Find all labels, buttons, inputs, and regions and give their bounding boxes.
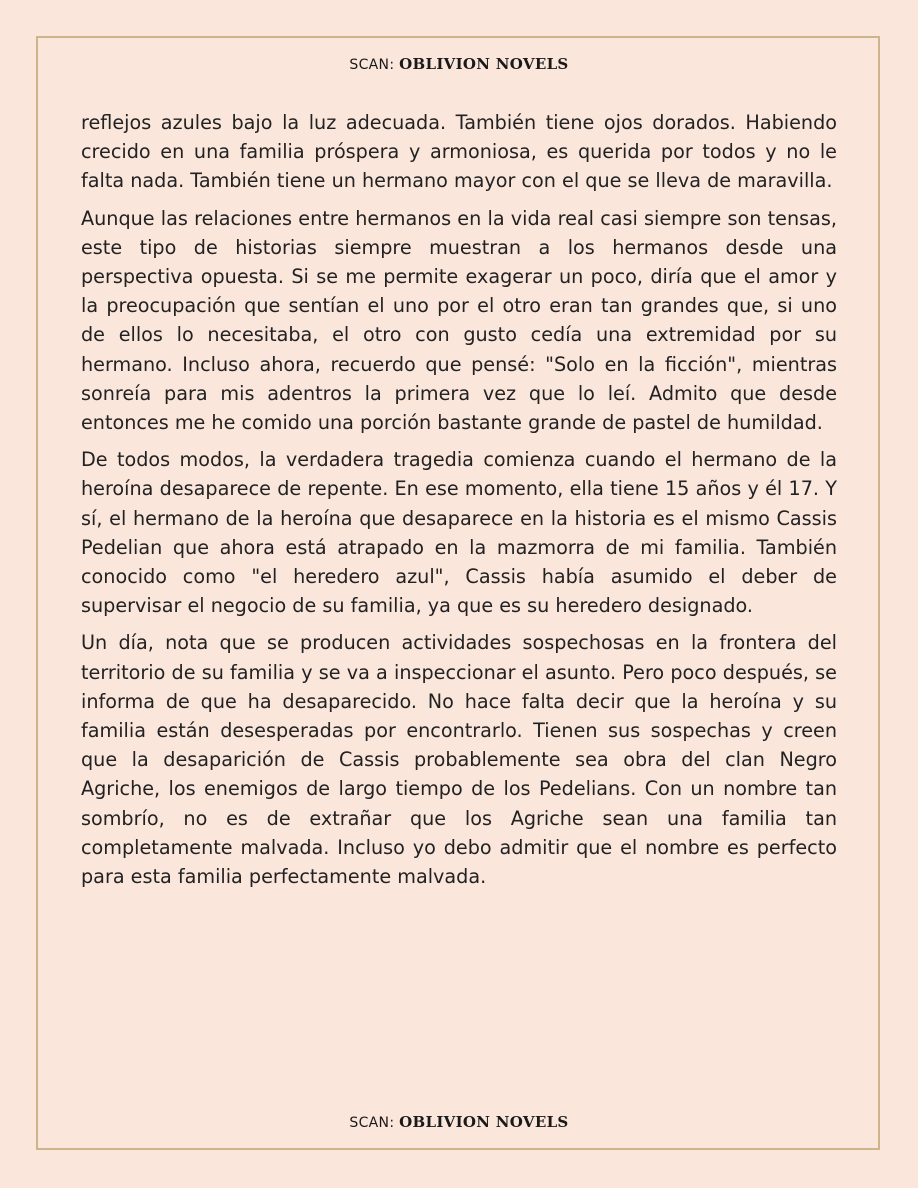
header-watermark: [0, 55, 918, 73]
page-body: [81, 108, 837, 899]
footer-prefix: SCAN:: [349, 1115, 395, 1131]
paragraph: De todos modos, la verdadera tragedia comienza cuando el hermano de la heroína desaparece de repente. En ese momento, ella tiene 15 años y él 17. Y sí, el hermano de la heroína que desaparece en la historia es el mismo Cassis Pedelian que ahora está atrapado en la mazmorra de mi familia. También conocido como "el heredero azul", Cassis había asumido el deber de supervisar el negocio de su familia, ya que es su heredero designado.: [81, 448, 837, 618]
paragraph: reflejos azules bajo la luz adecuada. También tiene ojos dorados. Habiendo crecido en una familia próspera y armoniosa, es querida por todos y no le falta nada. También tiene un hermano mayor con el que se lleva de maravilla.: [81, 111, 837, 193]
footer-brand: OBLIVION NOVELS: [399, 1113, 569, 1131]
header-brand: OBLIVION NOVELS: [399, 55, 569, 73]
header-prefix: SCAN:: [349, 57, 395, 73]
paragraph: Un día, nota que se producen actividades sospechosas en la frontera del territorio de su familia y se va a inspeccionar el asunto. Pero poco después, se informa de que ha desaparecido. No hace falta decir que la heroína y su familia están desesperadas por encontrarlo. Tienen sus sospechas y creen que la desaparición de Cassis probablemente sea obra del clan Negro Agriche, los enemigos de largo tiempo de los Pedelians. Con un nombre tan sombrío, no es de extrañar que los Agriche sean una familia tan completamente malvada. Incluso yo debo admitir que el nombre es perfecto para esta familia perfectamente malvada.: [81, 631, 837, 889]
footer-watermark: [0, 1113, 918, 1131]
paragraph: Aunque las relaciones entre hermanos en la vida real casi siempre son tensas, este tipo de historias siempre muestran a los hermanos desde una perspectiva opuesta. Si se me permite exagerar un poco, diría que el amor y la preocupación que sentían el uno por el otro eran tan grandes que, si uno de ellos lo necesitaba, el otro con gusto cedía una extremidad por su hermano. Incluso ahora, recuerdo que pensé: "Solo en la ficción", mientras sonreía para mis adentros la primera vez que lo leí. Admito que desde entonces me he comido una porción bastante grande de pastel de humildad.: [81, 206, 837, 435]
